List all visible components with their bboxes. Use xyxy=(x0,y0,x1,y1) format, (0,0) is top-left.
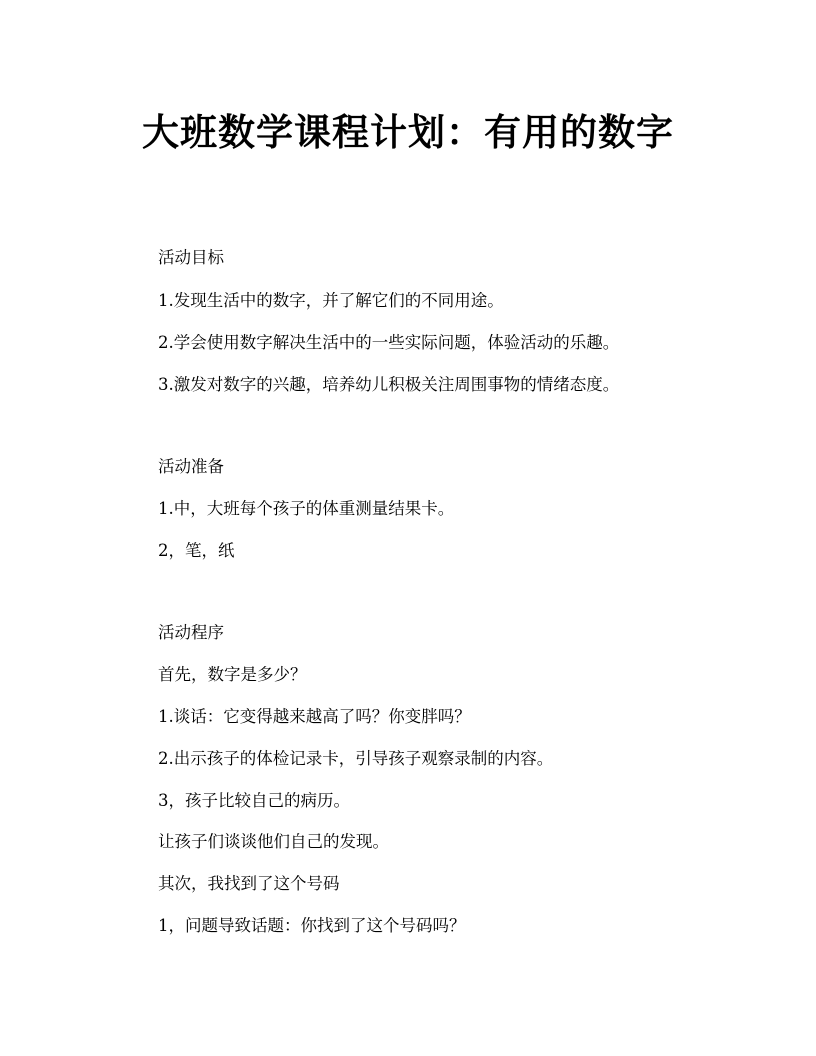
preparation-item-2: 2，笔，纸 xyxy=(158,541,235,560)
goal-item-3: 3.激发对数字的兴趣，培养幼儿积极关注周围事物的情绪态度。 xyxy=(158,375,620,394)
procedure-line-2: 1.谈话：它变得越来越高了吗？你变胖吗？ xyxy=(158,707,471,726)
procedure-line-4: 3，孩子比较自己的病历。 xyxy=(158,791,350,810)
section-heading-preparation: 活动准备 xyxy=(158,457,224,476)
section-heading-goals: 活动目标 xyxy=(158,248,224,267)
procedure-line-6: 其次，我找到了这个号码 xyxy=(158,874,340,893)
procedure-line-3: 2.出示孩子的体检记录卡，引导孩子观察录制的内容。 xyxy=(158,749,554,768)
preparation-item-1: 1.中，大班每个孩子的体重测量结果卡。 xyxy=(158,499,455,518)
procedure-line-7: 1，问题导致话题：你找到了这个号码吗？ xyxy=(158,916,466,935)
goal-item-2: 2.学会使用数字解决生活中的一些实际问题，体验活动的乐趣。 xyxy=(158,333,620,352)
procedure-line-5: 让孩子们谈谈他们自己的发现。 xyxy=(158,832,389,851)
goal-item-1: 1.发现生活中的数字，并了解它们的不同用途。 xyxy=(158,291,504,310)
section-heading-procedure: 活动程序 xyxy=(158,623,224,642)
procedure-line-1: 首先，数字是多少？ xyxy=(158,665,307,684)
document-title: 大班数学课程计划：有用的数字 xyxy=(142,110,674,154)
